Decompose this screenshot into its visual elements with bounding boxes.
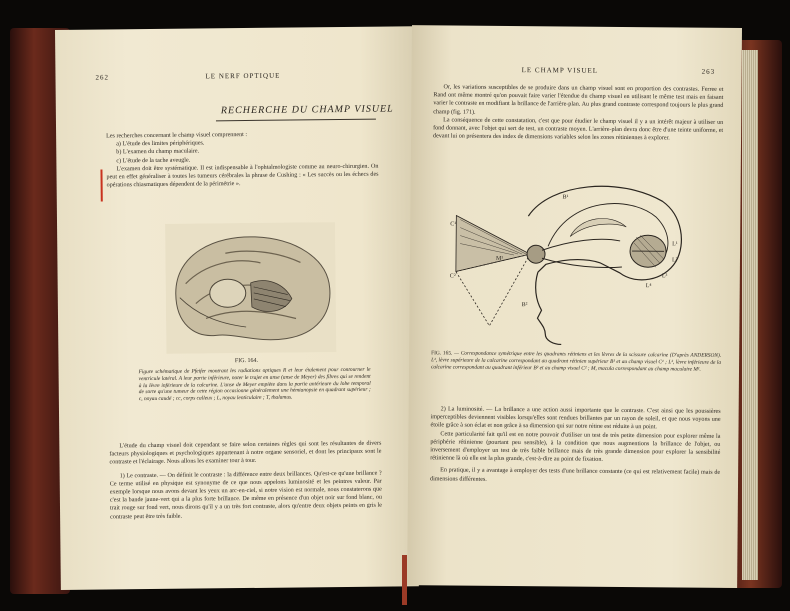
figure-label: FIG. 164. <box>234 357 259 365</box>
body-block <box>109 440 382 522</box>
paragraph: Cette particularité fait qu'il est en notre pouvoir d'utiliser un test de très petite dimension pour explorer même la périphérie rétinienne (pourtant peu sensible), à la condition que nous augmentions la brillance de l'objet, ou inversement d'employer un test de très faible brillance mais de très grande dimension pour explorer la sensibilité rétinienne là où elle est la plus grande, c'est-à-dire au point de fixation. <box>430 430 721 464</box>
diagram-label: B¹ <box>562 194 569 201</box>
diagram-label: C¹ <box>450 221 457 228</box>
figure-caption-block <box>431 350 721 373</box>
diagram-label: L⁴ <box>645 283 652 290</box>
list-item: b) L'examen du champ maculaire. <box>116 148 200 156</box>
running-head: LE NERF OPTIQUE <box>205 71 281 81</box>
list-item: a) L'étude des limites périphériques. <box>116 140 205 148</box>
diagram-label: M¹ <box>495 255 504 262</box>
diagram-label: L¹ <box>672 241 678 248</box>
list-item: c) L'étude de la tache aveugle. <box>116 157 191 164</box>
figure-caption: — Correspondance symétrique entre les quadrants rétiniens et les lèvres de la scissure calcarine (D'après ANDERSON). L¹, lèvre supérieure de la calcarine correspondant au quadrant rétinien supérieur B¹ et au champ visuel C¹ ; L², lèvre inférieure de la calcarine correspondant au quadrant inférieur B² et au champ visuel C² ; M, macula correspondant au champ maculaire M¹. <box>431 350 722 373</box>
intro-text: Les recherches concernant le champ visuel comprennent : <box>106 131 248 140</box>
paragraph: En pratique, il y a avantage à employer des tests d'une brillance constante (ce qui est relativement facile) mais de dimensions différentes. <box>430 467 721 483</box>
right-page <box>407 25 742 588</box>
paragraph: La conséquence de cette constatation, c'est que pour étudier le champ visuel il y a un intérêt majeur à utiliser un fond donnant, avec l'objet qui sert de test, un contraste moyen. L'arrière-plan devra donc être d'une teinte uniforme, et devant lui on présentera des index de dimensions variables selon les zones rétiniennes à explorer. <box>433 117 724 142</box>
paragraph: 2) La luminosité. — La brillance a une action aussi importante que le contraste. C'est ainsi que les poussières imperceptibles deviennent visibles lorsqu'elles sont rendues brillantes par un rayon de soleil, et que nous voyons une étoile grâce à son éclat et non grâce à sa dimension qui sur notre rétine est réduite à un point. <box>430 406 721 431</box>
body-block <box>433 83 723 143</box>
body-block <box>430 405 721 485</box>
left-page <box>55 26 419 590</box>
running-head: LE CHAMP VISUEL <box>521 66 599 75</box>
figure-caption: Figure schématique de Pfeifer montrant les radiations optiques R et leur étalement pour contourner le ventricule latéral. A leur partie inférieure, noter le trajet en anse (anse de Meyer) des fibres qui se rendent à la lèvre inférieure de la calcarine. L'anse de Meyer empiète dans la partie antérieure du lobe temporal de sorte qu'une tumeur de cette région occasionne généralement une hémianopsie en quadrant supérieur ; c, noyau caudé ; cc, corps calleux ; L, noyau lenticulaire ; T, thalamus. <box>138 366 371 403</box>
figure-label: FIG. 165. <box>431 350 453 357</box>
title-rule <box>216 119 376 122</box>
paragraph: Or, les variations susceptibles de se produire dans un champ visuel sont en proportion des contrastes. Ferree et Rand ont même montré qu'on pouvait faire varier l'étendue du champ visuel en utilisant le même test mais en faisant varier le contraste en modifiant la brillance de l'arrière-plan. Au plus grand contraste correspond toujours le plus grand champ (fig. 171). <box>433 84 724 116</box>
section-title: RECHERCHE DU CHAMP VISUEL <box>220 103 394 117</box>
bookmark-ribbon <box>402 555 407 605</box>
diagram-label: L³ <box>661 273 668 280</box>
paragraph: L'examen doit être systématique. Il est indispensable à l'ophtalmologiste comme au neuro-chirurgien. On peut en effet généraliser à toutes les tumeurs cérébrales la phrase de Cushing : « Les succès ou les échecs des opérations chiasmatiques dépendent de la périmétrie ». <box>106 163 379 189</box>
page-number: 262 <box>95 73 110 82</box>
paragraph: L'étude du champ visuel doit cependant se faire selon certaines règles qui sont les résultantes de divers facteurs physiologiques et psychologiques appartenant à notre organe sensoriel, et dont les principaux sont le contraste et l'éclairage. Nous allons les examiner tour à tour. <box>109 440 382 466</box>
page-edges <box>742 50 758 580</box>
intro-block <box>106 130 379 190</box>
brain-illustration <box>165 222 336 354</box>
visual-pathway-diagram <box>449 175 690 347</box>
page-number: 263 <box>701 67 716 76</box>
margin-mark <box>100 170 102 202</box>
diagram-label: B² <box>521 302 528 309</box>
diagram-label: L² <box>671 257 678 264</box>
diagram-label: C² <box>449 273 456 280</box>
paragraph: 1) Le contraste. — On définit le contraste : la différence entre deux brillances. Qu'est-ce qu'une brillance ? Ce terme utilisé en physique est synonyme de ce que nous appelons luminosité et les peintres valeur. Par exemple lorsque nous avons devant les yeux un arc-en-ciel, si notre vision est normale, nous constaterons que c'est la bande jaune-vert qui a la plus forte brillance. De même en présence d'un objet noir sur fond blanc, ou trait rouge sur fond vert, nous dirons qu'il y a un très fort contraste, alors qu'entre deux objets peints en gris le contraste peut être très faible. <box>109 470 383 521</box>
